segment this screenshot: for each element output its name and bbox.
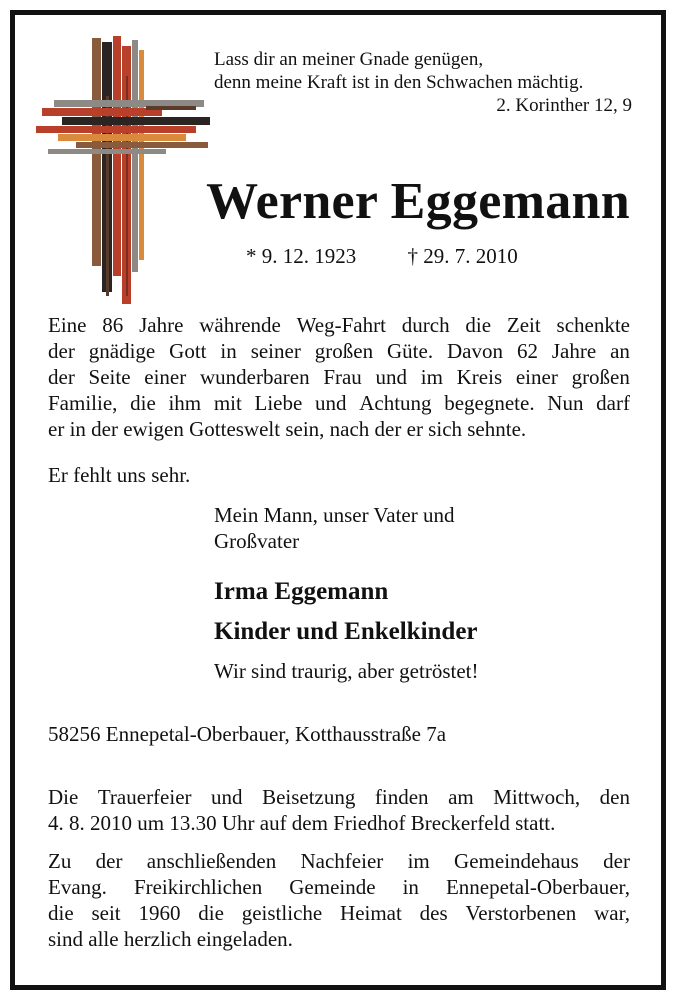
word: schenkte [556, 313, 630, 337]
word: Liebe [254, 391, 303, 415]
word: Jahre [139, 313, 184, 337]
word: Gemeindehaus [454, 849, 579, 873]
word: Zeit [506, 313, 541, 337]
paragraph-line [48, 338, 630, 364]
word: am [448, 785, 474, 809]
bible-verse [214, 48, 634, 117]
word: im [407, 849, 430, 873]
word: großen [571, 365, 630, 389]
family-intro-line: Mein Mann, unser Vater und [214, 503, 455, 527]
word: Nun [547, 391, 584, 415]
word: war, [594, 901, 630, 925]
verse-line: denn meine Kraft ist in den Schwachen mächtig. [214, 72, 584, 93]
word: 1960 [138, 901, 181, 925]
word: einer [515, 365, 558, 389]
word: Gemeinde [289, 875, 376, 899]
word: die [465, 313, 492, 337]
word: Evang. [48, 875, 107, 899]
word: 62 [516, 339, 538, 363]
word: Achtung [359, 391, 432, 415]
word: Weg-Fahrt [296, 313, 386, 337]
reception-paragraph [48, 848, 630, 952]
word: die [130, 391, 156, 415]
miss-text: Er fehlt uns sehr. [48, 463, 191, 487]
paragraph-line [48, 874, 630, 900]
word: finden [374, 785, 429, 809]
word: seiner [250, 339, 301, 363]
word: geistliche [241, 901, 323, 925]
word: Gott [169, 339, 207, 363]
word: und [315, 391, 347, 415]
word: Nachfeier [300, 849, 384, 873]
word: der [95, 849, 123, 873]
word: Freikirchlichen [133, 875, 263, 899]
verse-line: Lass dir an meiner Gnade genügen, [214, 49, 484, 70]
birth-date: * 9. 12. 1923 [246, 244, 357, 268]
word: an [610, 339, 630, 363]
word: sind alle herzlich eingeladen. [48, 927, 293, 951]
word: durch [401, 313, 450, 337]
word: ihm [168, 391, 202, 415]
word: Güte. [387, 339, 434, 363]
word: und [375, 365, 408, 389]
paragraph-line [48, 390, 630, 416]
paragraph-line [48, 364, 630, 390]
word: er in der ewigen Gotteswelt sein, nach der er sich sehnte. [48, 417, 527, 441]
life-dates [246, 243, 518, 269]
word: Heimat [340, 901, 402, 925]
word: des [419, 901, 448, 925]
verse-reference: 2. Korinther 12, 9 [496, 95, 632, 116]
word: großen [314, 339, 374, 363]
word: seit [91, 901, 121, 925]
word: 4. 8. 2010 um 13.30 Uhr auf dem Friedhof Breckerfeld statt. [48, 811, 556, 835]
word: 86 [102, 313, 124, 337]
word: Verstorbenen [465, 901, 577, 925]
word: mit [213, 391, 242, 415]
word: Davon [447, 339, 504, 363]
paragraph-line [48, 810, 630, 836]
word: der [48, 365, 75, 389]
word: anschließenden [146, 849, 277, 873]
intro-paragraph [48, 312, 630, 442]
word: begegnete. [444, 391, 535, 415]
word: die [198, 901, 224, 925]
word: Jahre [551, 339, 597, 363]
word: Frau [323, 365, 362, 389]
word: Familie, [48, 391, 118, 415]
paragraph-line [48, 848, 630, 874]
word: den [599, 785, 630, 809]
word: der [48, 339, 75, 363]
paragraph-line [48, 312, 630, 338]
word: in [220, 339, 237, 363]
word: im [420, 365, 443, 389]
word: Kreis [456, 365, 503, 389]
word: Beisetzung [262, 785, 356, 809]
word: der [603, 849, 630, 873]
word: Ennepetal-Oberbauer, [445, 875, 630, 899]
word: Eine [48, 313, 87, 337]
word: die [48, 901, 74, 925]
word: Die [48, 785, 79, 809]
word: Trauerfeier [97, 785, 192, 809]
paragraph-line [48, 784, 630, 810]
mourner-group: Kinder und Enkelkinder [214, 618, 478, 645]
word: Mittwoch, [493, 785, 581, 809]
address: 58256 Ennepetal-Oberbauer, Kotthausstraße 7a [48, 722, 447, 746]
funeral-paragraph [48, 784, 630, 836]
family-intro [214, 502, 614, 554]
word: einer [144, 365, 187, 389]
word: Seite [88, 365, 131, 389]
death-date: † 29. 7. 2010 [407, 244, 518, 268]
paragraph-line [48, 926, 630, 952]
deceased-name: Werner Eggemann [206, 173, 630, 230]
family-intro-line: Großvater [214, 529, 300, 553]
paragraph-line [48, 416, 630, 442]
word: gnädige [88, 339, 156, 363]
comfort-text: Wir sind traurig, aber getröstet! [214, 659, 479, 683]
word: wunderbaren [199, 365, 310, 389]
word: und [211, 785, 243, 809]
word: darf [596, 391, 630, 415]
paragraph-line [48, 900, 630, 926]
word: währende [199, 313, 281, 337]
mourner-name: Irma Eggemann [214, 578, 389, 605]
word: Zu [48, 849, 72, 873]
word: in [402, 875, 419, 899]
